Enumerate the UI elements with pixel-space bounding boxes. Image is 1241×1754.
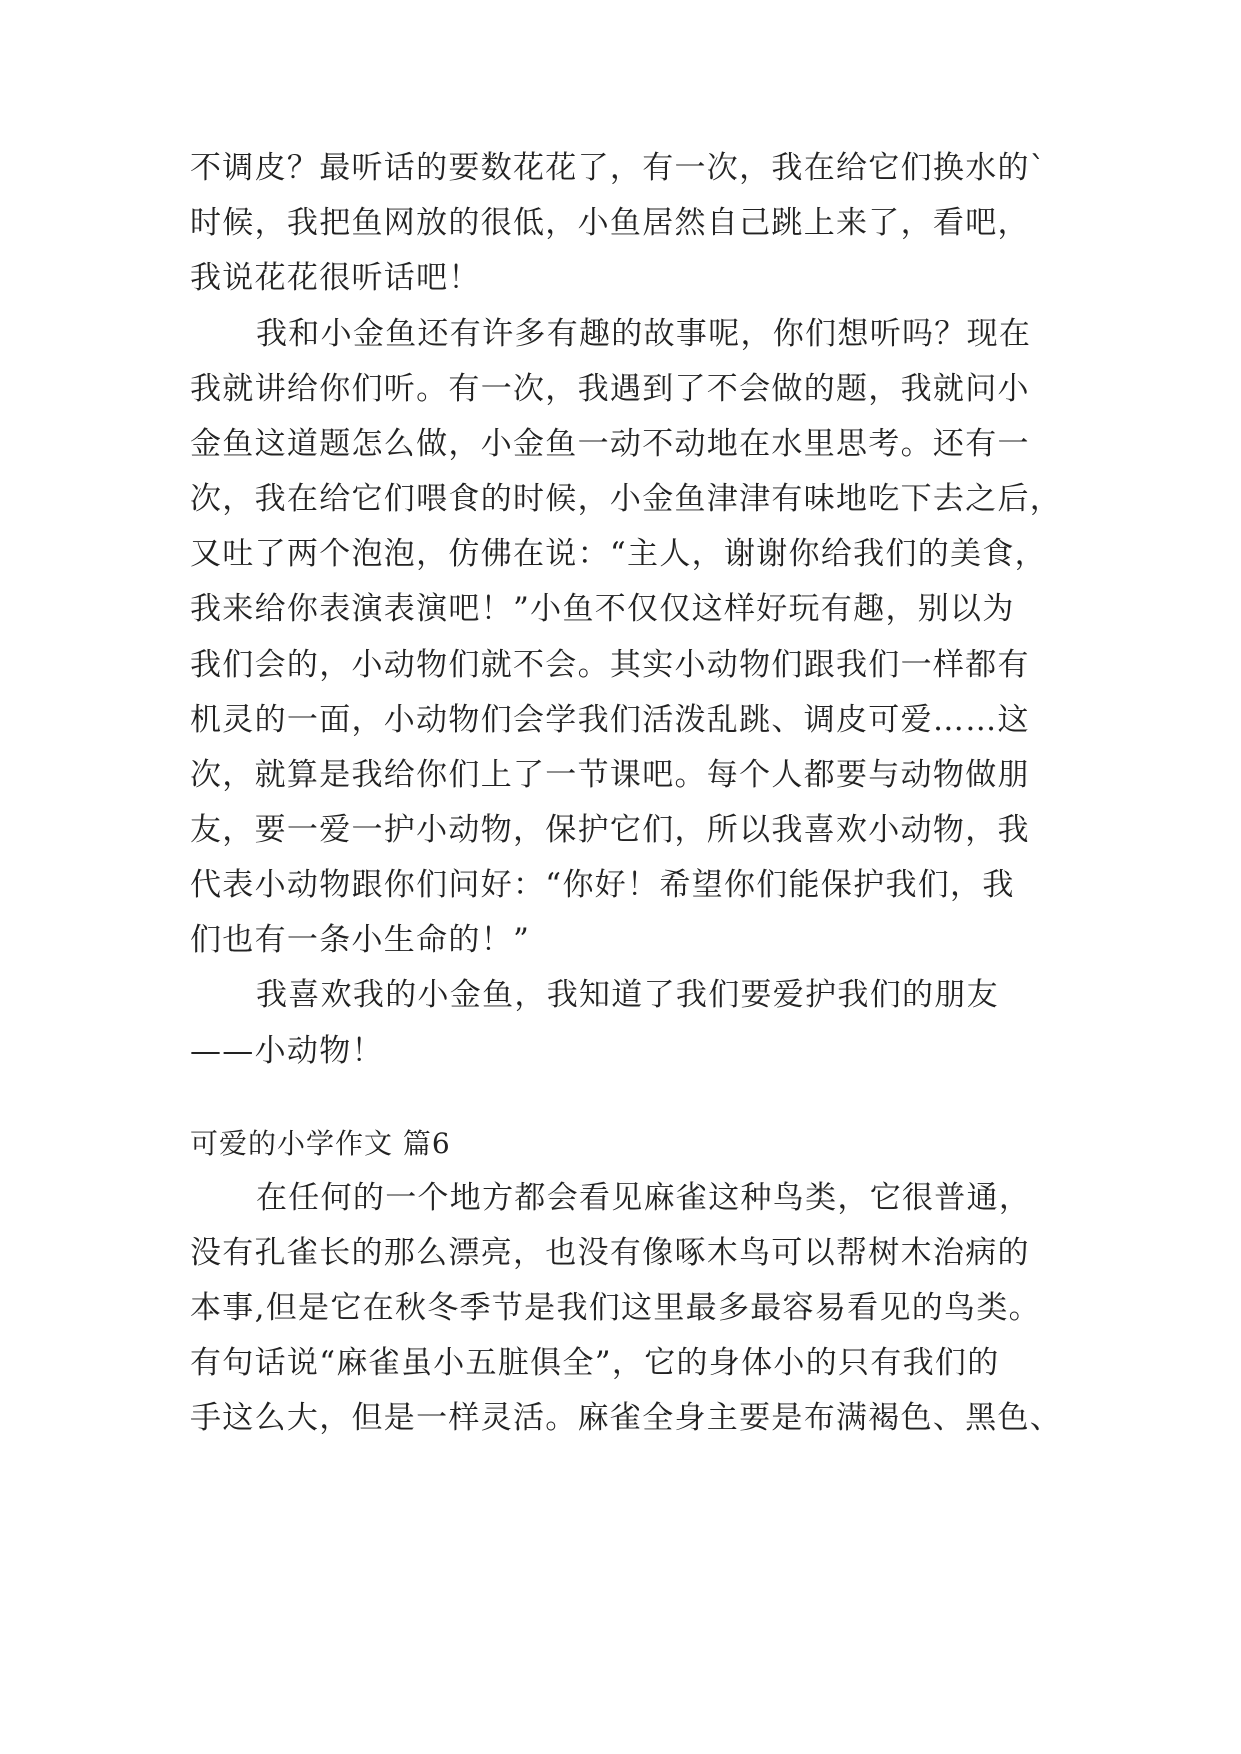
text-line: 我们会的，小动物们就不会。其实小动物们跟我们一样都有 [190,647,1030,683]
text-line: 没有孔雀长的那么漂亮，也没有像啄木鸟可以帮树木治病的 [190,1235,1030,1271]
text-line: 金鱼这道题怎么做，小金鱼一动不动地在水里思考。还有一 [190,426,1030,462]
text-line: 在任何的一个地方都会看见麻雀这种鸟类，它很普通， [256,1180,1032,1216]
text-line: 我来给你表演表演吧！”小鱼不仅仅这样好玩有趣，别以为 [190,591,1015,627]
text-line: 手这么大，但是一样灵活。麻雀全身主要是布满褐色、黑色、 [190,1400,1063,1436]
text-line: 本事,但是它在秋冬季节是我们这里最多最容易看见的鸟类。 [190,1290,1041,1326]
text-line: 又吐了两个泡泡，仿佛在说：“主人，谢谢你给我们的美食， [190,536,1047,572]
text-line: 机灵的一面，小动物们会学我们活泼乱跳、调皮可爱……这 [190,702,1030,738]
text-line: 们也有一条小生命的！” [190,922,531,958]
text-line: 次，就算是我给你们上了一节课吧。每个人都要与动物做朋 [190,757,1030,793]
text-line: 我喜欢我的小金鱼，我知道了我们要爱护我们的朋友 [256,977,999,1013]
text-line: 不调皮？最听话的要数花花了，有一次，我在给它们换水的` [190,150,1047,186]
text-line: 我说花花很听话吧！ [190,260,481,296]
text-line: 友，要一爱一护小动物，保护它们，所以我喜欢小动物，我 [190,812,1030,848]
text-line: 我和小金鱼还有许多有趣的故事呢，你们想听吗？现在 [256,316,1032,352]
section-title: 可爱的小学作文 篇6 [190,1127,451,1160]
text-line: 有句话说“麻雀虽小五脏俱全”，它的身体小的只有我们的 [190,1345,1000,1381]
text-line: 我就讲给你们听。有一次，我遇到了不会做的题，我就问小 [190,371,1030,407]
text-line: ——小动物！ [190,1033,384,1069]
text-line: 代表小动物跟你们问好：“你好！希望你们能保护我们，我 [190,867,1015,903]
text-line: 次，我在给它们喂食的时候，小金鱼津津有味地吃下去之后， [190,481,1063,517]
text-line: 时候，我把鱼网放的很低，小鱼居然自己跳上来了，看吧， [190,205,1030,241]
